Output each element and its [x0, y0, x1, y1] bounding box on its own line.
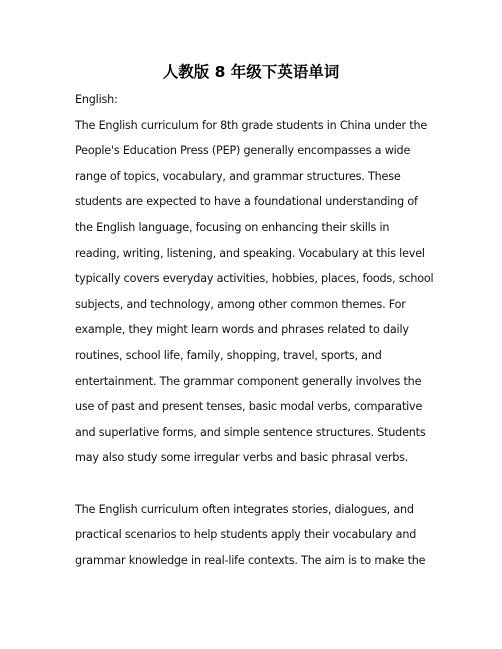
paragraph-1: The English curriculum for 8th grade students in China under the People's Education Press (PEP) generally encompasses a wide range of topics, vocabulary, and grammar structures. These students are expected to have a foundational understanding of the English language, focusing on enhancing their skills in reading, writing, listening, and speaking. Vocabulary at this level typically covers everyday activities, hobbies, places, foods, school subjects, and technology, among other common themes. For example, they might learn words and phrases related to daily routines, school life, family, shopping, travel, sports, and entertainment. The grammar component generally involves the use of past and present tenses, basic modal verbs, comparative and superlative forms, and simple sentence structures. Students may also study some irregular verbs and basic phrasal verbs.	[75, 118, 434, 465]
document-body	[75, 87, 435, 573]
paragraph-2: The English curriculum often integrates stories, dialogues, and practical scenarios to help students apply their vocabulary and grammar knowledge in real-life contexts. The aim is to make the	[75, 502, 426, 567]
document-title: 人教版 8 年级下英语单词	[162, 63, 340, 81]
section-label: English:	[75, 93, 118, 106]
